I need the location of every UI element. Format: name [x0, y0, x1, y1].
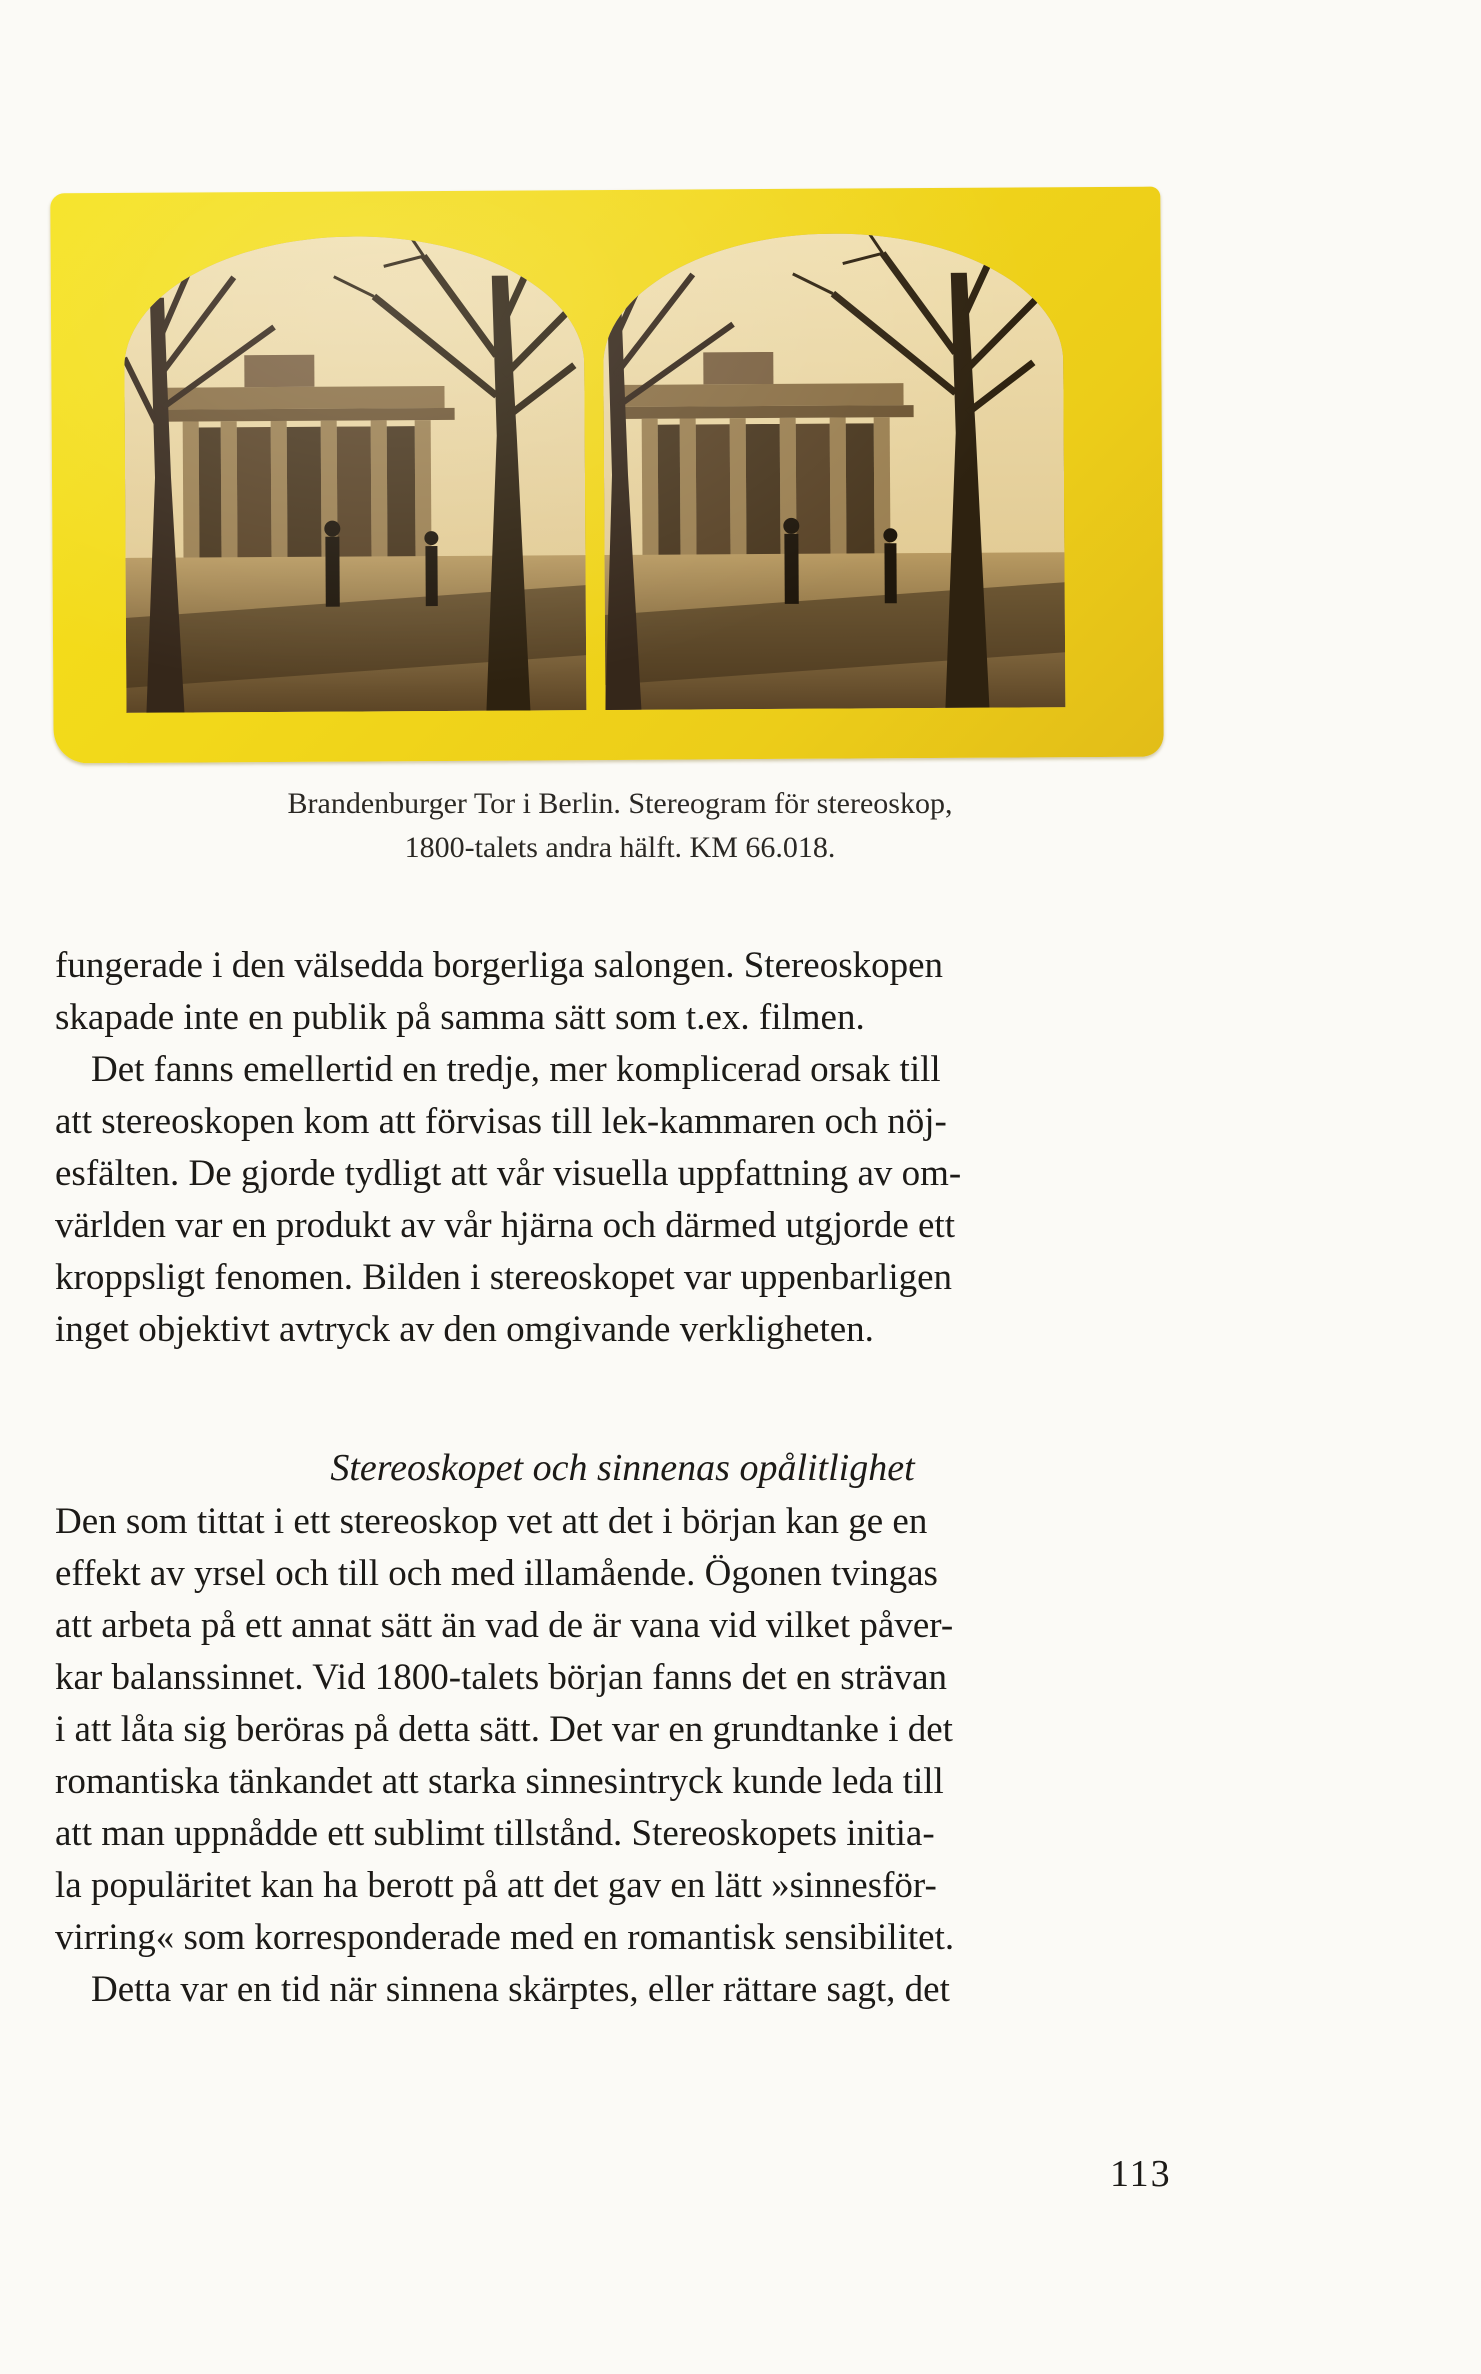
stereo-photo-left	[124, 235, 587, 713]
text-line: att man uppnådde ett sublimt tillstånd. Stereoskopets initia-	[55, 1813, 935, 1854]
text-line: i att låta sig beröras på detta sätt. Det var en grundtanke i det	[55, 1709, 953, 1750]
brandenburg-gate-image-left	[124, 235, 587, 713]
text-line: världen var en produkt av vår hjärna och därmed utgjorde ett	[55, 1205, 955, 1246]
text-line: la populäritet kan ha berott på att det gav en lätt »sinnesför-	[55, 1865, 937, 1906]
text-line: esfälten. De gjorde tydligt att vår visuella uppfattning av om-	[55, 1153, 962, 1194]
body-text-upper	[55, 940, 1190, 1356]
text-line: romantiska tänkandet att starka sinnesintryck kunde leda till	[55, 1761, 944, 1802]
caption-line-1: Brandenburger Tor i Berlin. Stereogram för stereoskop,	[287, 787, 953, 820]
text-line: kroppsligt fenomen. Bilden i stereoskopet var uppenbarligen	[55, 1257, 953, 1298]
brandenburg-gate-image-right	[603, 232, 1066, 710]
text-line: Det fanns emellertid en tredje, mer komplicerad orsak till	[91, 1049, 941, 1090]
text-line: att arbeta på ett annat sätt än vad de är vana vid vilket påver-	[55, 1605, 954, 1646]
figure-caption	[120, 782, 1120, 870]
text-line: skapade inte en publik på samma sätt som t.ex. filmen.	[55, 997, 865, 1038]
stereogram-card	[50, 187, 1163, 764]
text-line: Den som tittat i ett stereoskop vet att det i början kan ge en	[55, 1501, 928, 1542]
body-text-lower	[55, 1496, 1190, 2016]
text-line: inget objektivt avtryck av den omgivande verkligheten.	[55, 1309, 874, 1350]
text-line: effekt av yrsel och till och med illamående. Ögonen tvingas	[55, 1553, 938, 1594]
text-line: virring« som korresponderade med en romantisk sensibilitet.	[55, 1917, 955, 1958]
section-heading: Stereoskopet och sinnenas opålitlighet	[330, 1447, 915, 1489]
text-line: Detta var en tid när sinnena skärptes, eller rättare sagt, det	[91, 1969, 950, 2010]
text-line: kar balanssinnet. Vid 1800-talets början fanns det en strävan	[55, 1657, 948, 1698]
page-number: 113	[1110, 2153, 1172, 2195]
text-line: fungerade i den välsedda borgerliga salongen. Stereoskopen	[55, 945, 944, 986]
text-line: att stereoskopen kom att förvisas till lek-kammaren och nöj-	[55, 1101, 947, 1142]
caption-line-2: 1800-talets andra hälft. KM 66.018.	[404, 831, 836, 864]
stereo-photo-right	[603, 232, 1066, 710]
